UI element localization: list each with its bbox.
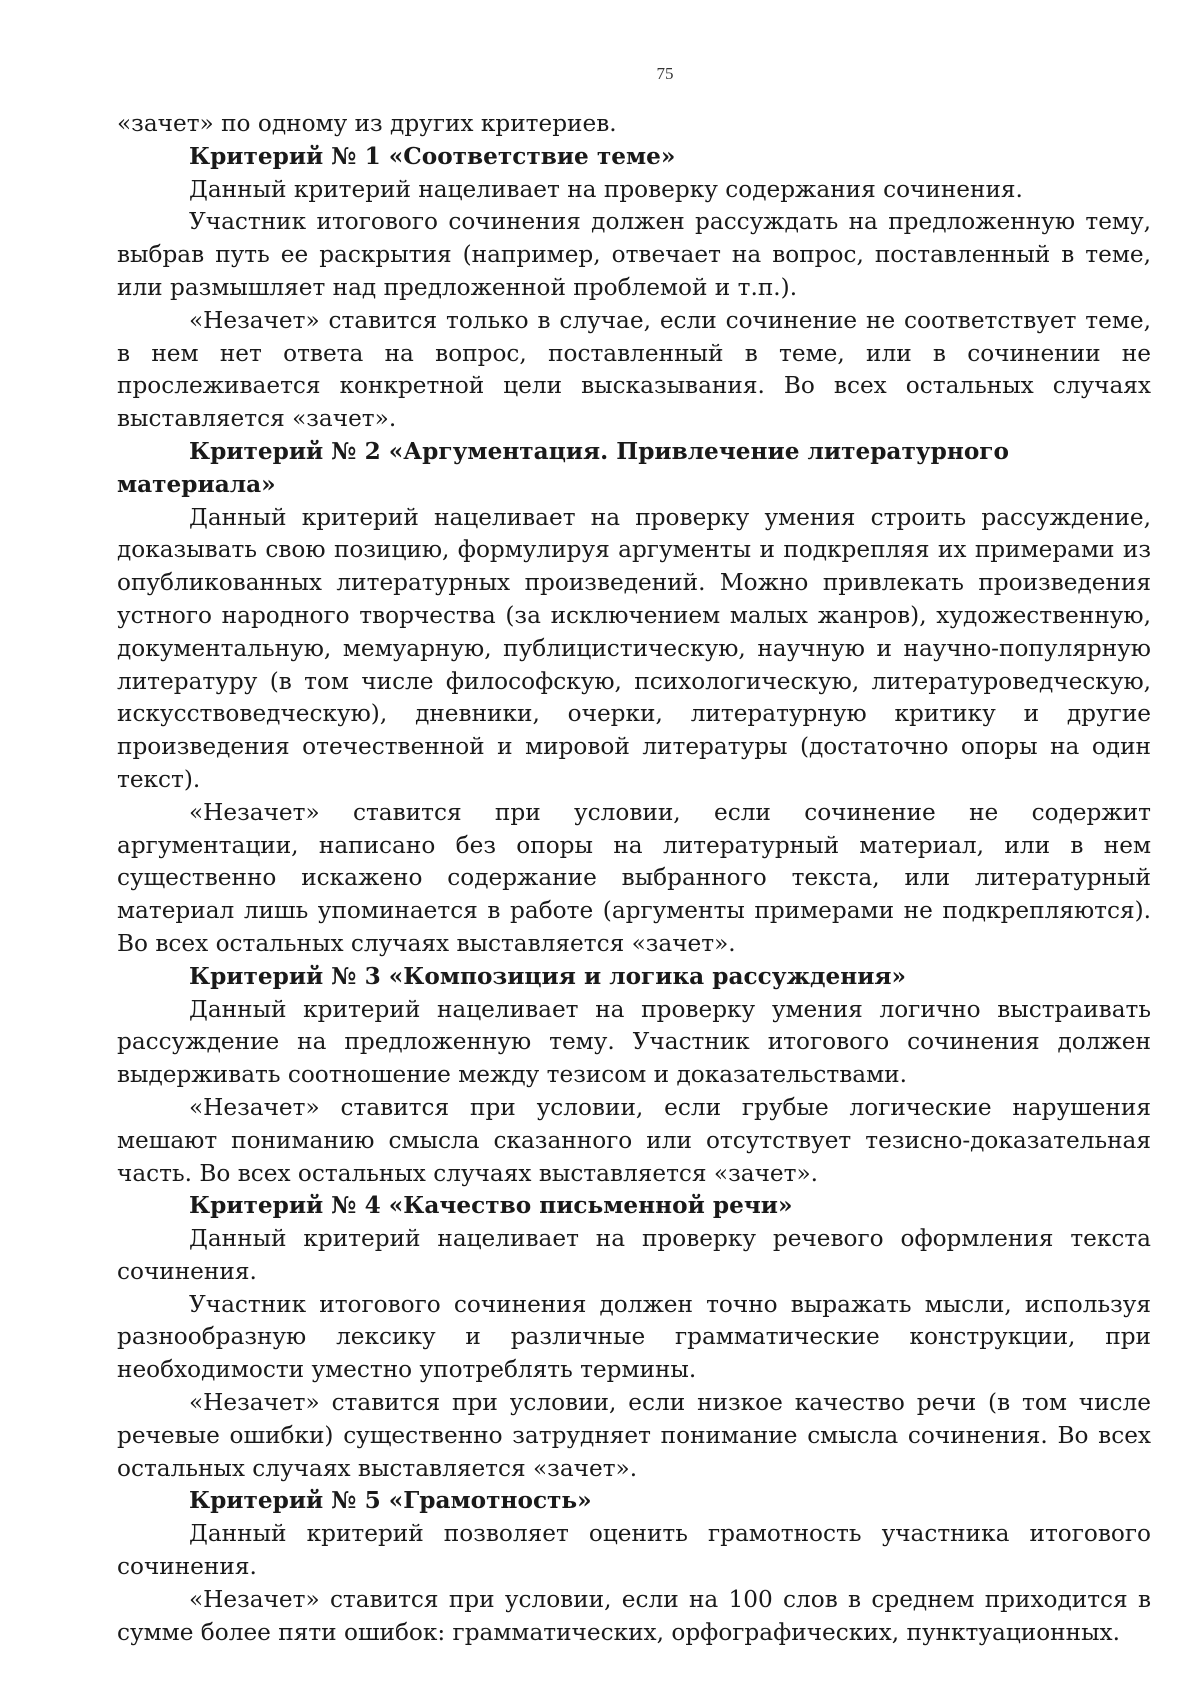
criterion-1-description: Данный критерий нацеливает на проверку содержания сочинения. xyxy=(189,175,1023,203)
criterion-3-fail-condition: «Незачет» ставится при условии, если грубые логические нарушения мешают пониманию смысла сказанного или отсутствует тезисно-доказательная часть. Во всех остальных случаях выставляется «зачет». xyxy=(117,1093,1151,1187)
criterion-1-requirements: Участник итогового сочинения должен рассуждать на предложенную тему, выбрав путь ее раскрытия (например, отвечает на вопрос, поставленный в теме, или размышляет над предложенной проблемой и т.п.). xyxy=(117,208,1151,301)
criterion-4-requirements: Участник итогового сочинения должен точно выражать мысли, используя разнообразную лексику и различные грамматические конструкции, при необходимости уместно употреблять термины. xyxy=(117,1290,1151,1384)
criterion-2-fail-condition: «Незачет» ставится при условии, если сочинение не содержит аргументации, написано без опоры на литературный материал, или в нем существенно искажено содержание выбранного текста, или литературный материал лишь упоминается в работе (аргументы примерами не подкрепляются). Во всех остальных случаях выставляется «зачет». xyxy=(117,798,1151,957)
criterion-3-description: Данный критерий нацеливает на проверку умения логично выстраивать рассуждение на предложенную тему. Участник итогового сочинения должен выдерживать соотношение между тезисом и доказательствами. xyxy=(117,995,1151,1089)
criterion-1-heading: Критерий № 1 «Соответствие теме» xyxy=(189,142,676,170)
criterion-4-fail-condition: «Незачет» ставится при условии, если низкое качество речи (в том числе речевые ошибки) существенно затрудняет понимание смысла сочинения. Во всех остальных случаях выставляется «зачет». xyxy=(117,1389,1151,1482)
criterion-5-description: Данный критерий позволяет оценить грамотность участника итогового сочинения. xyxy=(117,1520,1151,1581)
criterion-3-heading: Критерий № 3 «Композиция и логика рассуждения» xyxy=(189,962,907,990)
criterion-5-fail-condition: «Незачет» ставится при условии, если на 100 слов в среднем приходится в сумме более пяти ошибок: грамматических, орфографических, пунктуационных. xyxy=(117,1585,1151,1646)
criterion-4-heading: Критерий № 4 «Качество письменной речи» xyxy=(189,1192,793,1220)
page-number: 75 xyxy=(656,64,674,83)
criterion-2-heading: Критерий № 2 «Аргументация. Привлечение литературного материала» xyxy=(117,437,1009,498)
paragraph-continuation: «зачет» по одному из других критериев. xyxy=(117,110,617,137)
document-page xyxy=(117,60,1151,1649)
criterion-1-fail-condition: «Незачет» ставится только в случае, если сочинение не соответствует теме, в нем нет ответа на вопрос, поставленный в теме, или в сочинении не прослеживается конкретной цели высказывания. Во всех остальных случаях выставляется «зачет». xyxy=(117,306,1151,433)
criterion-5-heading: Критерий № 5 «Грамотность» xyxy=(189,1487,592,1515)
criterion-2-description: Данный критерий нацеливает на проверку умения строить рассуждение, доказывать свою позицию, формулируя аргументы и подкрепляя их примерами из опубликованных литературных произведений. Можно привлекать произведения устного народного творчества (за исключением малых жанров), художественную, документальную, мемуарную, публицистическую, научную и научно-популярную литературу (в том числе философскую, психологическую, литературоведческую, искусствоведческую), дневники, очерки, литературную критику и другие произведения отечественной и мировой литературы (достаточно опоры на один текст). xyxy=(117,503,1151,793)
criterion-4-description: Данный критерий нацеливает на проверку речевого оформления текста сочинения. xyxy=(117,1225,1151,1285)
